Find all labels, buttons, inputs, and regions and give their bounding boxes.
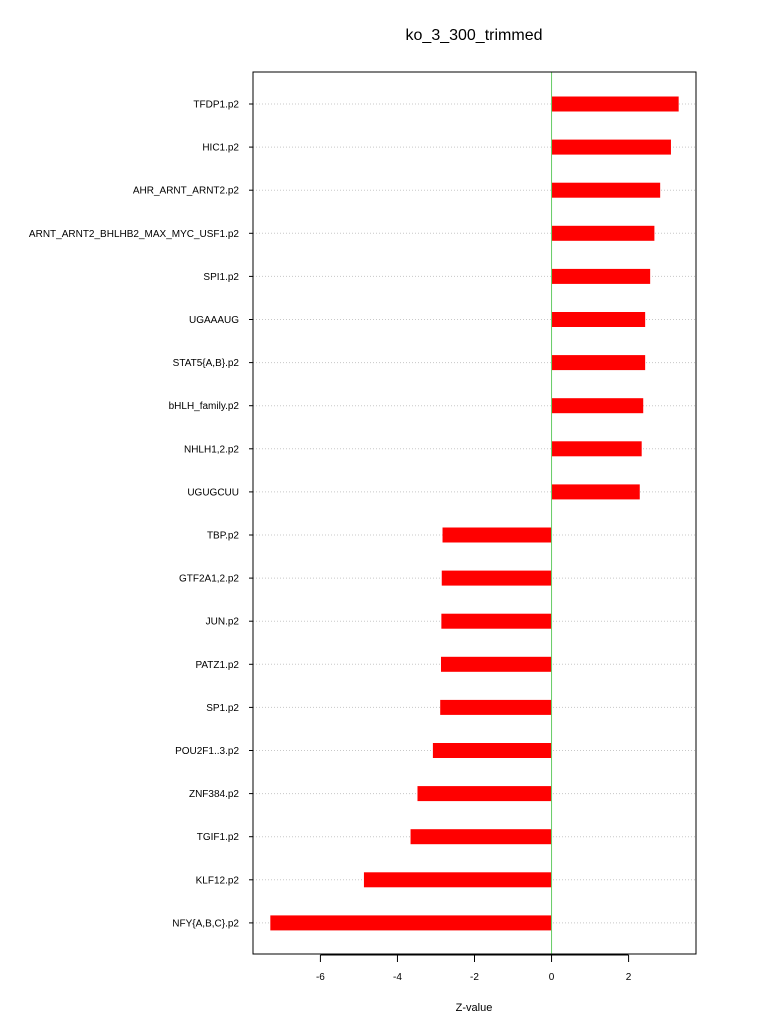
bar [441,614,551,629]
category-label: TFDP1.p2 [193,99,239,111]
x-axis [316,955,632,983]
x-tick-label: -6 [315,972,325,983]
bar [552,355,646,370]
bar [552,441,642,456]
x-tick-label: -4 [393,972,402,983]
bar [411,829,552,844]
bar [552,97,679,112]
category-label: POU2F1..3.p2 [175,746,239,757]
x-tick-label: -2 [470,972,479,983]
bar [552,269,651,284]
bar [552,398,644,413]
category-label: KLF12.p2 [195,875,239,887]
category-label: UGUGCUU [187,487,239,499]
category-label: JUN.p2 [205,616,239,628]
category-label: ZNF384.p2 [188,789,239,801]
bar [552,140,671,155]
category-label: AHR_ARNT_ARNT2.p2 [132,185,239,197]
category-label: SP1.p2 [206,702,239,714]
category-label: STAT5{A,B}.p2 [172,358,239,370]
category-label: TBP.p2 [206,530,239,542]
bar [440,700,551,715]
category-label: bHLH_family.p2 [168,401,239,413]
chart-title: ko_3_300_trimmed [405,27,543,44]
bar [552,183,661,198]
bar [433,743,552,758]
bar [552,484,640,499]
category-label: TGIF1.p2 [196,832,239,844]
bar [364,872,552,887]
bar [270,915,551,930]
x-tick-label: 0 [548,972,555,983]
bar [443,528,552,543]
category-label: GTF2A1,2.p2 [178,573,239,585]
category-label: NHLH1,2.p2 [183,444,239,456]
bar [552,312,646,327]
bars [270,97,678,931]
bar [442,571,552,586]
category-label: HIC1.p2 [202,142,239,154]
plot-frame [253,72,696,954]
category-label: PATZ1.p2 [195,659,239,671]
bar [417,786,551,801]
bar [441,657,552,672]
x-axis-title: Z-value [455,1002,493,1014]
category-labels [29,100,253,930]
category-label: ARNT_ARNT2_BHLHB2_MAX_MYC_USF1.p2 [28,228,239,240]
category-label: SPI1.p2 [203,271,239,283]
x-tick-label: 2 [625,972,632,983]
category-label: UGAAAUG [188,315,239,326]
category-label: NFY{A,B,C}.p2 [172,918,239,930]
bar [552,226,655,241]
